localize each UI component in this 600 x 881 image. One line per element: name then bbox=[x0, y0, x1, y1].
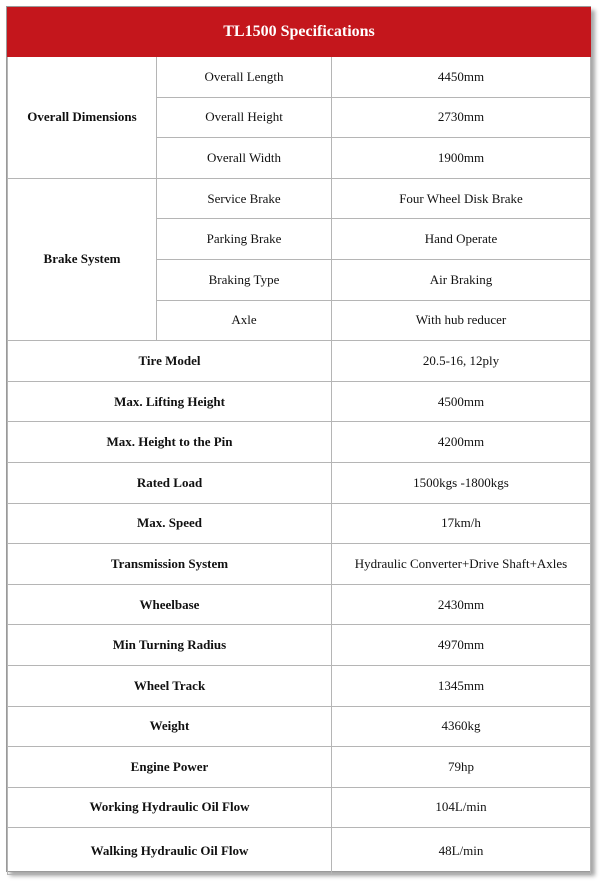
spec-value: 1900mm bbox=[332, 138, 591, 179]
spec-value: 2730mm bbox=[332, 97, 591, 138]
table-row bbox=[8, 462, 591, 503]
spec-value: 4500mm bbox=[332, 381, 591, 422]
sub-label: Braking Type bbox=[157, 259, 332, 300]
group-label-brake-system: Brake System bbox=[8, 178, 157, 340]
spec-table bbox=[7, 7, 591, 875]
spec-value: Hand Operate bbox=[332, 219, 591, 260]
table-row bbox=[8, 503, 591, 544]
table-row bbox=[8, 57, 591, 98]
sub-label: Service Brake bbox=[157, 178, 332, 219]
spec-value: 17km/h bbox=[332, 503, 591, 544]
spec-value: 1500kgs -1800kgs bbox=[332, 462, 591, 503]
table-row bbox=[8, 625, 591, 666]
table-row bbox=[8, 422, 591, 463]
table-row bbox=[8, 665, 591, 706]
table-row bbox=[8, 341, 591, 382]
spec-value: 104L/min bbox=[332, 787, 591, 828]
spec-label: Rated Load bbox=[8, 462, 332, 503]
table-row bbox=[8, 381, 591, 422]
spec-label: Walking Hydraulic Oil Flow bbox=[8, 828, 332, 875]
table-title: TL1500 Specifications bbox=[8, 8, 591, 57]
group-label-overall-dimensions: Overall Dimensions bbox=[8, 57, 157, 179]
sub-label: Axle bbox=[157, 300, 332, 341]
table-row bbox=[8, 828, 591, 875]
spec-value: 1345mm bbox=[332, 665, 591, 706]
spec-value: 4450mm bbox=[332, 57, 591, 98]
spec-label: Transmission System bbox=[8, 544, 332, 585]
sub-label: Parking Brake bbox=[157, 219, 332, 260]
spec-value: 79hp bbox=[332, 747, 591, 788]
spec-value: 2430mm bbox=[332, 584, 591, 625]
table-row bbox=[8, 787, 591, 828]
spec-value: 4360kg bbox=[332, 706, 591, 747]
spec-label: Max. Height to the Pin bbox=[8, 422, 332, 463]
spec-label: Max. Lifting Height bbox=[8, 381, 332, 422]
spec-value: 4970mm bbox=[332, 625, 591, 666]
spec-value: 48L/min bbox=[332, 828, 591, 875]
table-row bbox=[8, 747, 591, 788]
table-row bbox=[8, 584, 591, 625]
spec-label: Wheel Track bbox=[8, 665, 332, 706]
spec-value: 20.5-16, 12ply bbox=[332, 341, 591, 382]
sub-label: Overall Length bbox=[157, 57, 332, 98]
spec-value: Four Wheel Disk Brake bbox=[332, 178, 591, 219]
spec-label: Min Turning Radius bbox=[8, 625, 332, 666]
spec-label: Max. Speed bbox=[8, 503, 332, 544]
spec-label: Tire Model bbox=[8, 341, 332, 382]
sub-label: Overall Width bbox=[157, 138, 332, 179]
sub-label: Overall Height bbox=[157, 97, 332, 138]
table-row bbox=[8, 178, 591, 219]
spec-value: With hub reducer bbox=[332, 300, 591, 341]
spec-label: Engine Power bbox=[8, 747, 332, 788]
spec-label: Working Hydraulic Oil Flow bbox=[8, 787, 332, 828]
table-row bbox=[8, 544, 591, 585]
spec-label: Weight bbox=[8, 706, 332, 747]
table-row bbox=[8, 706, 591, 747]
spec-value: Hydraulic Converter+Drive Shaft+Axles bbox=[332, 544, 591, 585]
spec-label: Wheelbase bbox=[8, 584, 332, 625]
spec-table-frame bbox=[6, 6, 591, 872]
spec-value: 4200mm bbox=[332, 422, 591, 463]
table-title-row bbox=[8, 8, 591, 57]
spec-value: Air Braking bbox=[332, 259, 591, 300]
